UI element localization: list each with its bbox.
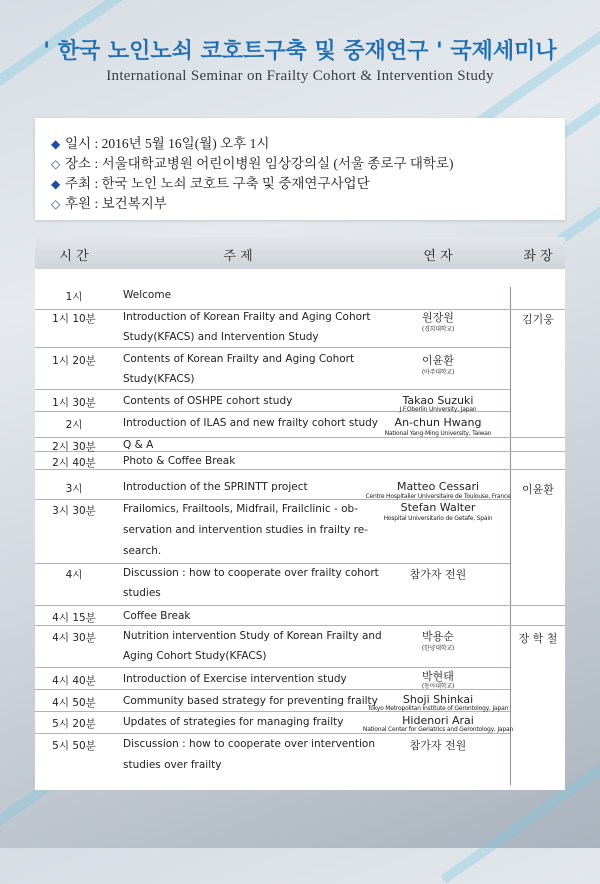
info-place-text: 장소 : 서울대학교병원 어린이병원 임상강의실 (서울 종로구 대학로) — [65, 156, 454, 171]
page-subtitle: International Seminar on Frailty Cohort & Intervention Study — [106, 68, 494, 84]
row-affiliation: Centre Hospitalier Universitaire de Toulouse, France — [365, 493, 511, 500]
diamond-filled-icon: ◆ — [51, 137, 61, 151]
row-topic: Coffee Break — [123, 610, 191, 622]
row-topic: Frailomics, Frailtools, Midfrail, Frailclinic - ob- — [123, 503, 358, 515]
row-topic: Introduction of Korean Frailty and Aging Cohort — [123, 311, 371, 323]
chair-name: 김기웅 — [522, 313, 554, 326]
info-sponsor-text: 후원 : 보건복지부 — [65, 196, 167, 211]
row-time: 5시 50분 — [52, 740, 96, 752]
diamond-outline-icon: ◇ — [51, 197, 61, 211]
row-topic: Contents of Korean Frailty and Aging Cohort — [123, 353, 355, 365]
header-time: 시 간 — [59, 249, 89, 264]
row-divider — [35, 733, 510, 734]
row-time: 4시 40분 — [52, 675, 96, 687]
info-date — [51, 132, 269, 152]
row-topic: Contents of OSHPE cohort study — [123, 395, 293, 407]
row-time: 2시 — [65, 419, 83, 431]
header-speaker: 연 자 — [423, 249, 453, 264]
row-affiliation: (동아대학교) — [421, 683, 455, 690]
row-affiliation: (한양대학교) — [421, 645, 455, 652]
row-time: 1시 10분 — [52, 313, 96, 325]
row-divider — [35, 469, 565, 470]
info-date-text: 일시 : 2016년 5월 16일(월) 오후 1시 — [65, 136, 270, 151]
table-header — [35, 237, 565, 269]
row-time: 2시 30분 — [52, 441, 96, 453]
row-time: 5시 20분 — [52, 718, 96, 730]
row-affiliation: (아주대학교) — [421, 369, 455, 376]
row-time: 3시 30분 — [52, 505, 96, 517]
row-topic: Introduction of Exercise intervention study — [123, 673, 347, 685]
info-sponsor — [51, 192, 167, 212]
row-speaker: 원장원 — [422, 311, 454, 324]
row-time: 3시 — [65, 483, 83, 495]
chair-name: 이윤환 — [522, 483, 554, 496]
row-time: 1시 30분 — [52, 397, 96, 409]
schedule-table — [35, 237, 565, 790]
header-topic: 주 제 — [223, 249, 253, 264]
row-affiliation: National Yang-Ming University, Taiwan — [384, 430, 492, 437]
row-speaker: Takao Suzuki — [402, 394, 474, 407]
row-speaker: Hidenori Arai — [402, 714, 474, 727]
row-topic-cont: Study(KFACS) and Intervention Study — [123, 331, 319, 343]
row-topic-cont: studies — [123, 587, 161, 599]
row-time: 1시 20분 — [52, 355, 96, 367]
row-time: 4시 15분 — [52, 612, 96, 624]
row-time: 4시 50분 — [52, 697, 96, 709]
row-speaker: Matteo Cessari — [396, 480, 480, 493]
row-topic: Nutrition intervention Study of Korean Frailty and — [123, 630, 382, 642]
row-time: 4시 30분 — [52, 632, 96, 644]
row-topic: Introduction of the SPRINTT project — [123, 481, 308, 493]
row-speaker: 참가자 전원 — [409, 568, 467, 581]
info-box — [35, 118, 565, 220]
row-divider — [35, 347, 510, 348]
info-host — [51, 172, 370, 192]
row-divider — [35, 389, 510, 390]
row-speaker: 참가자 전원 — [409, 739, 467, 752]
row-speaker: 박현태 — [422, 670, 454, 683]
row-time: 1시 — [65, 291, 83, 303]
row-affiliation: J.F.Oberlin University, Japan — [399, 406, 477, 413]
row-affiliation: Tokyo Metropolitan Institute of Gerontology, Japan — [367, 705, 509, 712]
row-topic: Discussion : how to cooperate over frailty cohort — [123, 567, 379, 579]
row-topic: Updates of strategies for managing frailty — [123, 716, 344, 728]
row-topic: Q & A — [123, 439, 154, 451]
row-topic: Introduction of ILAS and new frailty cohort study — [123, 417, 379, 429]
row-speaker: Shoji Shinkai — [402, 693, 474, 706]
row-speaker: 이윤환 — [422, 354, 454, 367]
row-divider — [35, 605, 565, 606]
row-time: 4시 — [65, 569, 83, 581]
row-topic: Community based strategy for preventing frailty — [123, 695, 378, 707]
row-topic: Discussion : how to cooperate over intervention — [123, 738, 376, 750]
row-speaker: 박용순 — [422, 630, 454, 643]
diamond-outline-icon: ◇ — [51, 157, 61, 171]
row-speaker: Stefan Walter — [400, 501, 476, 514]
header-chair: 좌 장 — [523, 249, 553, 264]
row-speaker: An-chun Hwang — [394, 416, 482, 429]
row-time: 2시 40분 — [52, 457, 96, 469]
row-topic: Welcome — [123, 289, 172, 301]
row-affiliation: Hospital Universitario de Getafe, Spain — [383, 515, 493, 522]
page-title: ' 한국 노인노쇠 코호트구축 및 중재연구 ' 국제세미나 — [43, 39, 557, 64]
row-affiliation: National Center for Geriatrics and Gerontology, Japan — [362, 726, 514, 733]
row-topic-cont: Aging Cohort Study(KFACS) — [123, 650, 267, 662]
row-topic-cont: Study(KFACS) — [123, 373, 195, 385]
chair-name: 장 학 철 — [518, 632, 558, 645]
info-place — [51, 152, 453, 172]
row-divider — [35, 625, 565, 626]
row-divider — [35, 451, 565, 452]
row-topic-cont: studies over frailty — [123, 759, 222, 771]
row-divider — [35, 437, 565, 438]
info-host-text: 주최 : 한국 노인 노쇠 코호트 구축 및 중재연구사업단 — [65, 176, 370, 191]
row-topic-cont: search. — [123, 545, 162, 557]
diamond-filled-icon: ◆ — [51, 177, 61, 191]
row-divider — [35, 563, 510, 564]
row-affiliation: (경희대학교) — [421, 326, 455, 333]
row-topic: Photo & Coffee Break — [123, 455, 236, 467]
row-topic-cont: servation and intervention studies in frailty re- — [123, 524, 368, 536]
